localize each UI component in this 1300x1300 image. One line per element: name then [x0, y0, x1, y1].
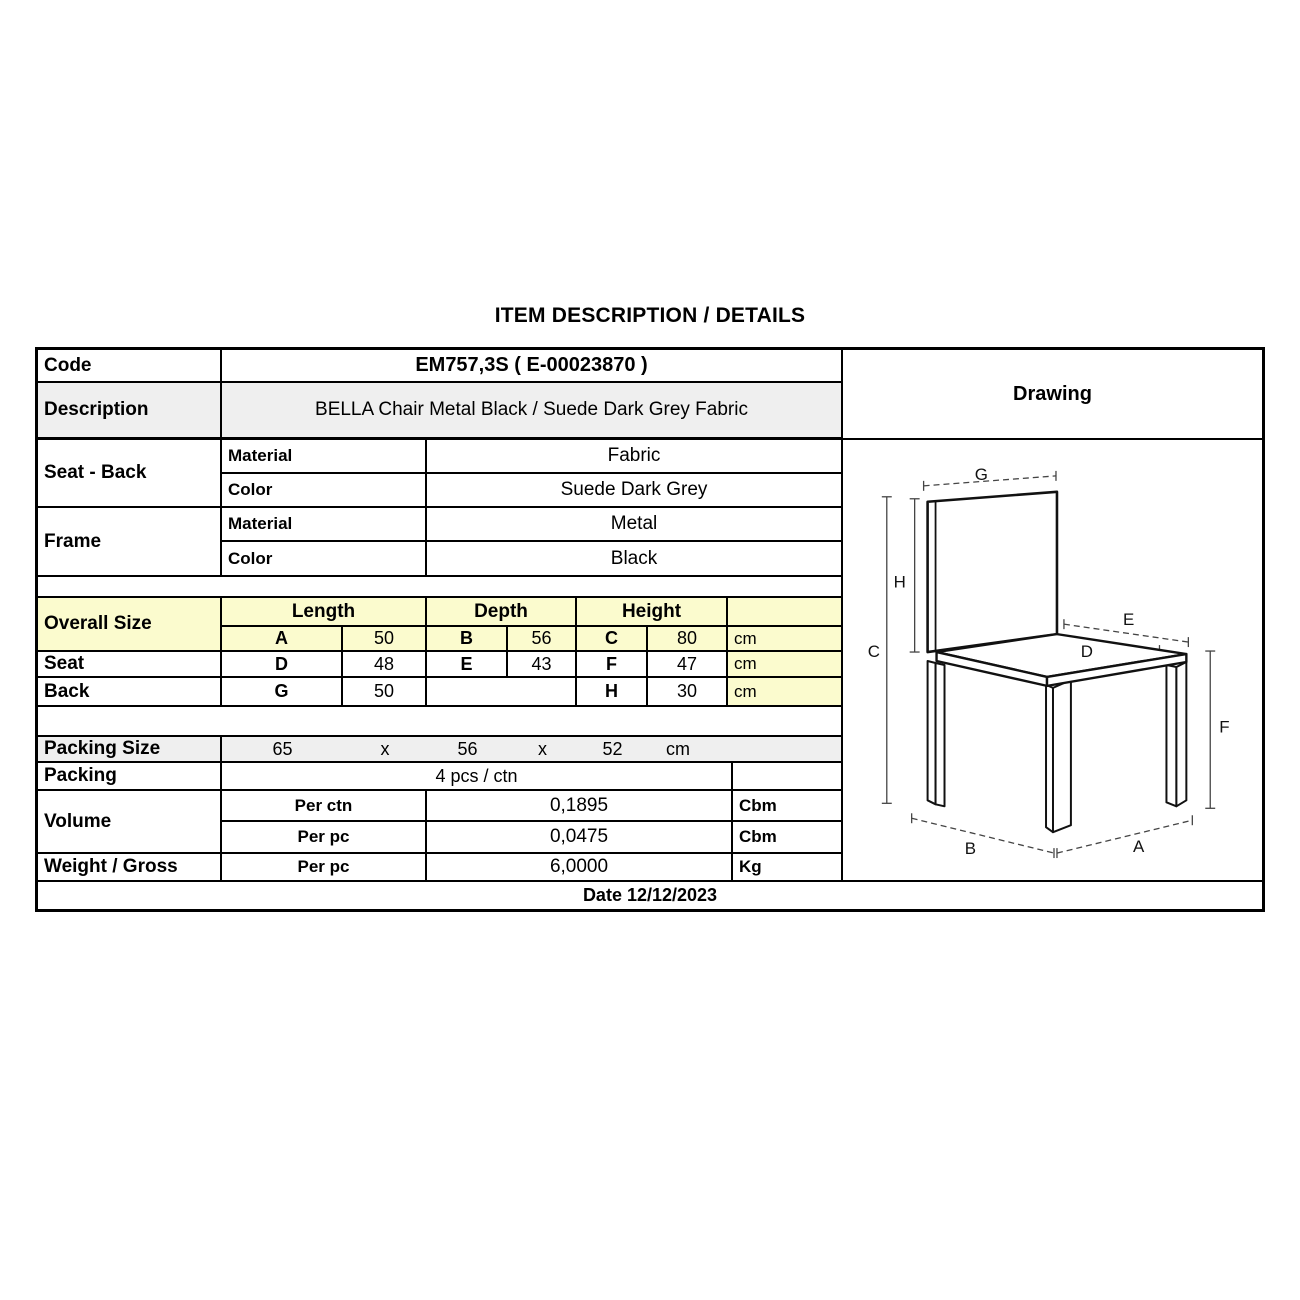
packing-unit-blank: [733, 763, 843, 791]
dim-val-a: 50: [343, 627, 427, 652]
dim-label-c: C: [867, 642, 880, 662]
spec-table: [35, 347, 1265, 912]
dim-val-b: 56: [508, 627, 577, 652]
dim-key-d: D: [222, 652, 343, 678]
chair-drawing: [843, 440, 1260, 880]
dim-label-g: G: [974, 464, 988, 484]
weight-per-label: Per pc: [222, 854, 427, 882]
dim-key-a: A: [222, 627, 343, 652]
dim-label-h: H: [893, 572, 906, 592]
dim-label-d: D: [1080, 642, 1093, 662]
dim-val-h: 30: [648, 678, 728, 707]
dim-val-e: 43: [508, 652, 577, 678]
dim-key-h: H: [577, 678, 648, 707]
frame-label: Frame: [38, 508, 222, 577]
dim-label-b: B: [964, 839, 977, 859]
chair-backrest: [928, 492, 1057, 652]
chair-leg-left: [928, 661, 936, 804]
length-header: Length: [222, 598, 427, 627]
volume-per-pc-unit: Cbm: [733, 822, 843, 854]
frame-material-label: Material: [222, 508, 427, 542]
frame-material-value: Metal: [427, 508, 843, 542]
unit-header-blank: [728, 598, 843, 627]
seat-back-material-label: Material: [222, 440, 427, 474]
chair-leg-right: [1166, 665, 1176, 806]
overall-size-label: Overall Size: [38, 598, 222, 652]
frame-color-value: Black: [427, 542, 843, 577]
code-label: Code: [38, 350, 222, 383]
volume-per-pc-label: Per pc: [222, 822, 427, 854]
dim-label-a: A: [1132, 837, 1145, 857]
packing-size-unit: cm: [666, 738, 690, 759]
dim-unit-seat: cm: [728, 652, 843, 678]
volume-per-ctn-value: 0,1895: [427, 791, 733, 822]
dim-val-f: 47: [648, 652, 728, 678]
seat-back-color-value: Suede Dark Grey: [427, 474, 843, 508]
dim-val-c: 80: [648, 627, 728, 652]
packing-size-sep2: x: [538, 738, 547, 759]
page-title: ITEM DESCRIPTION / DETAILS: [494, 304, 806, 327]
dim-key-e: E: [427, 652, 508, 678]
depth-header: Depth: [427, 598, 577, 627]
weight-unit: Kg: [733, 854, 843, 882]
dim-key-b: B: [427, 627, 508, 652]
dim-val-g: 50: [343, 678, 427, 707]
description-label: Description: [38, 383, 222, 440]
description-value: BELLA Chair Metal Black / Suede Dark Grey Fabric: [222, 383, 843, 440]
date-row: Date 12/12/2023: [38, 882, 1262, 909]
spacer-row-2: [38, 707, 843, 737]
dim-label-f: F: [1219, 717, 1230, 737]
seat-back-color-label: Color: [222, 474, 427, 508]
drawing-header: Drawing: [843, 350, 1262, 440]
packing-size-value: [222, 737, 843, 763]
packing-size-v2: 56: [457, 738, 478, 759]
weight-label: Weight / Gross: [38, 854, 222, 882]
code-value: EM757,3S ( E-00023870 ): [222, 350, 843, 383]
dim-key-c: C: [577, 627, 648, 652]
spacer-row-1: [38, 577, 843, 598]
height-header: Height: [577, 598, 728, 627]
dim-key-f: F: [577, 652, 648, 678]
drawing-cell: [843, 440, 1262, 882]
packing-value: 4 pcs / ctn: [222, 763, 733, 791]
dim-unit-back: cm: [728, 678, 843, 707]
volume-per-ctn-unit: Cbm: [733, 791, 843, 822]
dim-line-b: [912, 818, 1054, 853]
seat-row-label: Seat: [38, 652, 222, 678]
volume-per-pc-value: 0,0475: [427, 822, 733, 854]
dim-line-a: [1057, 820, 1192, 853]
dim-key-g: G: [222, 678, 343, 707]
back-row-label: Back: [38, 678, 222, 707]
packing-size-sep1: x: [380, 738, 390, 759]
volume-per-ctn-label: Per ctn: [222, 791, 427, 822]
seat-back-label: Seat - Back: [38, 440, 222, 508]
chair-leg-front: [1046, 685, 1053, 832]
back-row-depth-blank: [427, 678, 577, 707]
weight-value: 6,0000: [427, 854, 733, 882]
packing-label: Packing: [38, 763, 222, 791]
frame-color-label: Color: [222, 542, 427, 577]
dim-line-g: [924, 476, 1056, 486]
packing-size-v3: 52: [602, 738, 623, 759]
dim-unit-overall: cm: [728, 627, 843, 652]
dim-val-d: 48: [343, 652, 427, 678]
volume-label: Volume: [38, 791, 222, 854]
dim-label-e: E: [1122, 610, 1135, 630]
seat-back-material-value: Fabric: [427, 440, 843, 474]
packing-size-label: Packing Size: [38, 737, 222, 763]
packing-size-v1: 65: [272, 738, 293, 759]
